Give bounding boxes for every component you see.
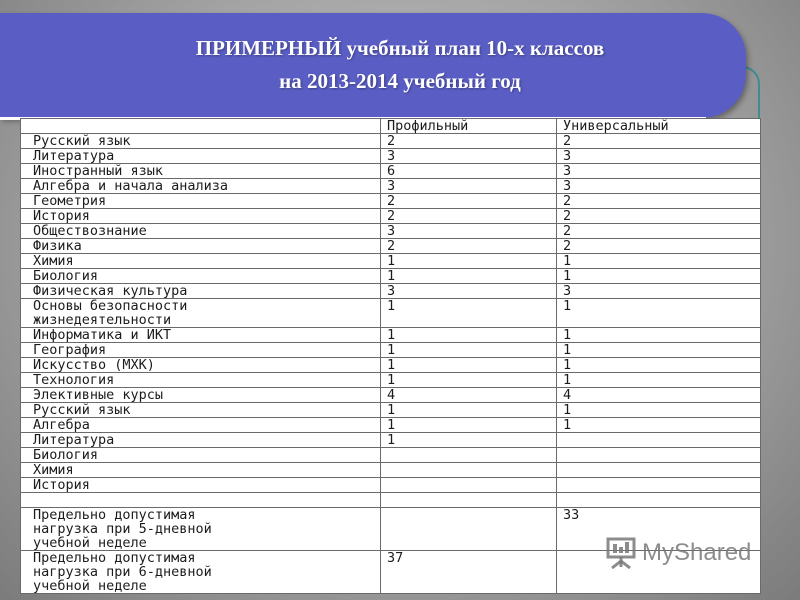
header-profile: Профильный bbox=[381, 119, 557, 134]
universal-hours-cell: 3 bbox=[557, 164, 761, 179]
subject-cell: Информатика и ИКТ bbox=[21, 328, 381, 343]
table-body bbox=[21, 134, 761, 594]
table-row bbox=[21, 358, 761, 373]
profile-hours-cell: 6 bbox=[381, 164, 557, 179]
subject-cell: Химия bbox=[21, 254, 381, 269]
table-row bbox=[21, 448, 761, 463]
profile-hours-cell: 37 bbox=[381, 551, 557, 594]
profile-hours-cell: 3 bbox=[381, 179, 557, 194]
table-row bbox=[21, 209, 761, 224]
universal-hours-cell: 1 bbox=[557, 269, 761, 284]
universal-hours-cell: 33 bbox=[557, 508, 761, 551]
curriculum-table bbox=[20, 118, 761, 594]
profile-hours-cell bbox=[381, 493, 557, 508]
subject-cell: Искусство (МХК) bbox=[21, 358, 381, 373]
subject-cell: Химия bbox=[21, 463, 381, 478]
profile-hours-cell: 1 bbox=[381, 299, 557, 328]
universal-hours-cell bbox=[557, 478, 761, 493]
profile-hours-cell: 2 bbox=[381, 134, 557, 149]
profile-hours-cell: 2 bbox=[381, 239, 557, 254]
universal-hours-cell bbox=[557, 433, 761, 448]
subject-cell: Основы безопасности жизнедеятельности bbox=[21, 299, 381, 328]
subject-cell: Биология bbox=[21, 448, 381, 463]
subject-cell: Русский язык bbox=[21, 134, 381, 149]
subject-cell: Технология bbox=[21, 373, 381, 388]
table-row bbox=[21, 239, 761, 254]
universal-hours-cell: 2 bbox=[557, 134, 761, 149]
profile-hours-cell bbox=[381, 478, 557, 493]
watermark bbox=[606, 536, 751, 570]
subject-cell: Биология bbox=[21, 269, 381, 284]
header-subject bbox=[21, 119, 381, 134]
slide-title-line1 bbox=[0, 35, 800, 61]
subject-cell: Предельно допустимая нагрузка при 6-дневной учебной неделе bbox=[21, 551, 381, 594]
table-row bbox=[21, 284, 761, 299]
profile-hours-cell: 1 bbox=[381, 433, 557, 448]
universal-hours-cell bbox=[557, 448, 761, 463]
subject-cell: Алгебра bbox=[21, 418, 381, 433]
table-header-row bbox=[21, 119, 761, 134]
universal-hours-cell: 1 bbox=[557, 343, 761, 358]
table-row bbox=[21, 149, 761, 164]
table-row bbox=[21, 478, 761, 493]
universal-hours-cell: 3 bbox=[557, 179, 761, 194]
universal-hours-cell: 2 bbox=[557, 224, 761, 239]
profile-hours-cell bbox=[381, 463, 557, 478]
table-row bbox=[21, 328, 761, 343]
table-row bbox=[21, 134, 761, 149]
subject-cell: История bbox=[21, 478, 381, 493]
header-universal: Универсальный bbox=[557, 119, 761, 134]
universal-hours-cell: 1 bbox=[557, 328, 761, 343]
profile-hours-cell: 1 bbox=[381, 403, 557, 418]
profile-hours-cell: 4 bbox=[381, 388, 557, 403]
universal-hours-cell: 2 bbox=[557, 209, 761, 224]
universal-hours-cell: 2 bbox=[557, 194, 761, 209]
table-row bbox=[21, 269, 761, 284]
profile-hours-cell: 2 bbox=[381, 194, 557, 209]
table-row bbox=[21, 224, 761, 239]
subject-cell: Иностранный язык bbox=[21, 164, 381, 179]
universal-hours-cell bbox=[557, 463, 761, 478]
title-banner bbox=[0, 13, 746, 118]
profile-hours-cell bbox=[381, 508, 557, 551]
table-row bbox=[21, 388, 761, 403]
table-row bbox=[21, 299, 761, 328]
profile-hours-cell: 3 bbox=[381, 224, 557, 239]
universal-hours-cell: 1 bbox=[557, 418, 761, 433]
universal-hours-cell: 3 bbox=[557, 284, 761, 299]
universal-hours-cell: 1 bbox=[557, 254, 761, 269]
subject-cell: Литература bbox=[21, 149, 381, 164]
universal-hours-cell bbox=[557, 493, 761, 508]
table-row bbox=[21, 418, 761, 433]
universal-hours-cell: 2 bbox=[557, 239, 761, 254]
title-rest: учебный план 10-х классов bbox=[341, 36, 605, 60]
profile-hours-cell: 3 bbox=[381, 284, 557, 299]
subject-cell: Алгебра и начала анализа bbox=[21, 179, 381, 194]
presentation-board-icon bbox=[606, 537, 636, 569]
subject-cell: Физическая культура bbox=[21, 284, 381, 299]
table-row bbox=[21, 493, 761, 508]
subject-cell: Литература bbox=[21, 433, 381, 448]
profile-hours-cell: 1 bbox=[381, 343, 557, 358]
universal-hours-cell: 3 bbox=[557, 149, 761, 164]
table-row bbox=[21, 463, 761, 478]
table-row bbox=[21, 254, 761, 269]
universal-hours-cell: 1 bbox=[557, 299, 761, 328]
table-row bbox=[21, 373, 761, 388]
profile-hours-cell bbox=[381, 448, 557, 463]
profile-hours-cell: 1 bbox=[381, 269, 557, 284]
profile-hours-cell: 1 bbox=[381, 418, 557, 433]
table-row bbox=[21, 403, 761, 418]
watermark-text: MyShared bbox=[642, 539, 752, 566]
subject-cell: География bbox=[21, 343, 381, 358]
profile-hours-cell: 1 bbox=[381, 358, 557, 373]
universal-hours-cell: 1 bbox=[557, 373, 761, 388]
subject-cell: История bbox=[21, 209, 381, 224]
subject-cell: Физика bbox=[21, 239, 381, 254]
universal-hours-cell: 1 bbox=[557, 358, 761, 373]
subject-cell: Геометрия bbox=[21, 194, 381, 209]
universal-hours-cell: 4 bbox=[557, 388, 761, 403]
table-row bbox=[21, 179, 761, 194]
profile-hours-cell: 1 bbox=[381, 254, 557, 269]
subject-cell bbox=[21, 493, 381, 508]
profile-hours-cell: 2 bbox=[381, 209, 557, 224]
subject-cell: Элективные курсы bbox=[21, 388, 381, 403]
subject-cell: Предельно допустимая нагрузка при 5-дневной учебной неделе bbox=[21, 508, 381, 551]
table-row bbox=[21, 164, 761, 179]
profile-hours-cell: 3 bbox=[381, 149, 557, 164]
curriculum-table-container bbox=[20, 118, 760, 593]
profile-hours-cell: 1 bbox=[381, 373, 557, 388]
title-emphasis: ПРИМЕРНЫЙ bbox=[195, 36, 342, 60]
profile-hours-cell: 1 bbox=[381, 328, 557, 343]
slide-title-line2: на 2013-2014 учебный год bbox=[279, 69, 521, 93]
table-row bbox=[21, 433, 761, 448]
subject-cell: Русский язык bbox=[21, 403, 381, 418]
subject-cell: Обществознание bbox=[21, 224, 381, 239]
universal-hours-cell: 1 bbox=[557, 403, 761, 418]
table-row bbox=[21, 343, 761, 358]
table-row bbox=[21, 194, 761, 209]
